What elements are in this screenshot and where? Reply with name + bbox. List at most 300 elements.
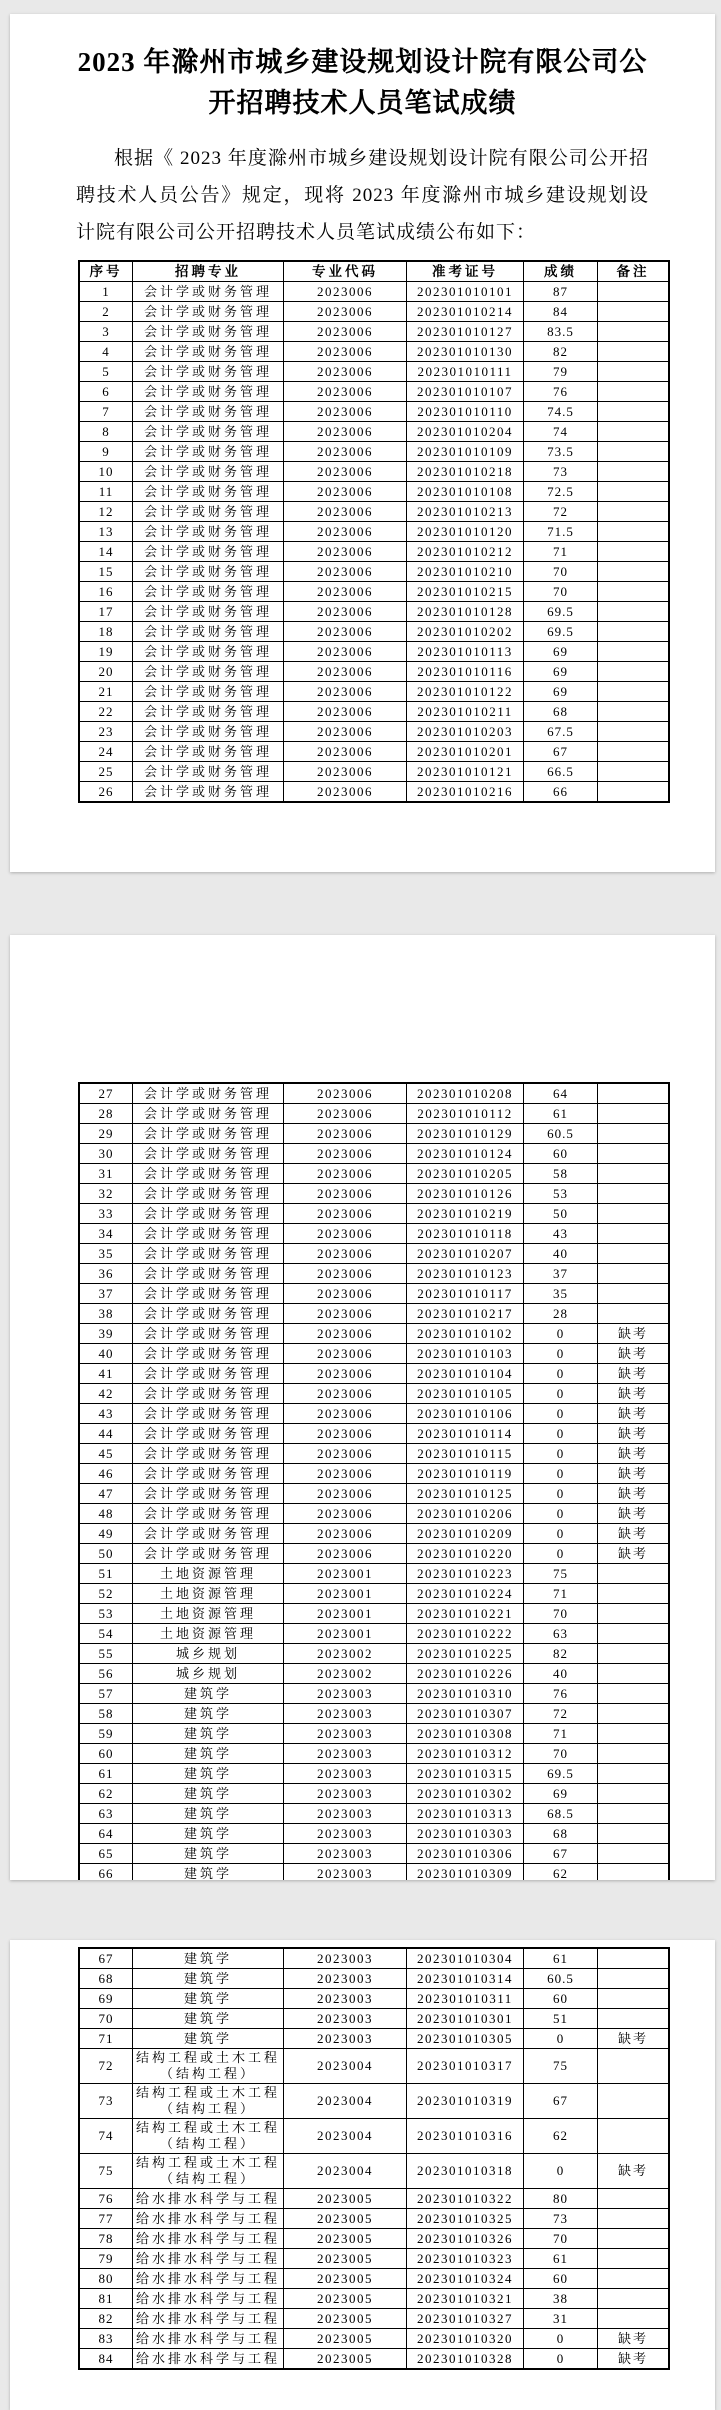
cell-score: 0: [524, 1424, 598, 1444]
cell-score: 0: [524, 1444, 598, 1464]
cell-ticket-number: 202301010211: [407, 702, 524, 722]
table-row: [79, 542, 669, 562]
cell-remark: [598, 462, 670, 482]
cell-recruit-major: 会计学或财务管理: [133, 1264, 284, 1284]
cell-recruit-major: 会计学或财务管理: [133, 642, 284, 662]
table-row: [79, 1969, 669, 1989]
cell-ticket-number: 202301010123: [407, 1264, 524, 1284]
cell-ticket-number: 202301010202: [407, 622, 524, 642]
cell-score: 87: [524, 282, 598, 302]
cell-major-code: 2023006: [284, 1264, 407, 1284]
table-row: [79, 622, 669, 642]
cell-score: 40: [524, 1664, 598, 1684]
cell-serial-number: 76: [79, 2189, 133, 2209]
cell-ticket-number: 202301010225: [407, 1644, 524, 1664]
table-row: [79, 1184, 669, 1204]
cell-remark: [598, 1844, 670, 1864]
cell-score: 60: [524, 2269, 598, 2289]
cell-score: 0: [524, 1524, 598, 1544]
cell-recruit-major: 会计学或财务管理: [133, 742, 284, 762]
cell-score: 73: [524, 2209, 598, 2229]
cell-score: 64: [524, 1083, 598, 1104]
cell-ticket-number: 202301010310: [407, 1684, 524, 1704]
cell-major-code: 2023006: [284, 1524, 407, 1544]
cell-major-code: 2023006: [284, 762, 407, 782]
table-row: [79, 2209, 669, 2229]
column-header: 招聘专业: [133, 261, 284, 282]
cell-remark: [598, 1684, 670, 1704]
cell-ticket-number: 202301010217: [407, 1304, 524, 1324]
cell-ticket-number: 202301010314: [407, 1969, 524, 1989]
cell-remark: [598, 2189, 670, 2209]
cell-score: 60: [524, 1144, 598, 1164]
cell-recruit-major: 会计学或财务管理: [133, 722, 284, 742]
cell-major-code: 2023006: [284, 302, 407, 322]
cell-serial-number: 10: [79, 462, 133, 482]
cell-remark: [598, 1644, 670, 1664]
cell-score: 28: [524, 1304, 598, 1324]
cell-major-code: 2023006: [284, 502, 407, 522]
cell-major-code: 2023003: [284, 1684, 407, 1704]
cell-remark: [598, 1604, 670, 1624]
cell-major-code: 2023006: [284, 1404, 407, 1424]
cell-recruit-major: 土地资源管理: [133, 1564, 284, 1584]
cell-remark: [598, 1144, 670, 1164]
table-row: [79, 1344, 669, 1364]
cell-score: 0: [524, 1504, 598, 1524]
cell-ticket-number: 202301010205: [407, 1164, 524, 1184]
results-table: [78, 260, 670, 803]
cell-recruit-major: 会计学或财务管理: [133, 362, 284, 382]
cell-score: 0: [524, 1384, 598, 1404]
cell-score: 69: [524, 1784, 598, 1804]
cell-recruit-major: 给水排水科学与工程: [133, 2209, 284, 2229]
cell-major-code: 2023006: [284, 1144, 407, 1164]
cell-recruit-major: 城乡规划: [133, 1664, 284, 1684]
table-row: [79, 462, 669, 482]
cell-remark: 缺考: [598, 2329, 670, 2349]
cell-recruit-major: 会计学或财务管理: [133, 1124, 284, 1144]
cell-score: 0: [524, 2029, 598, 2049]
cell-ticket-number: 202301010110: [407, 402, 524, 422]
cell-serial-number: 66: [79, 1864, 133, 1881]
cell-ticket-number: 202301010130: [407, 342, 524, 362]
cell-remark: [598, 1784, 670, 1804]
cell-score: 71: [524, 1584, 598, 1604]
cell-serial-number: 62: [79, 1784, 133, 1804]
cell-recruit-major: 会计学或财务管理: [133, 322, 284, 342]
cell-remark: [598, 1164, 670, 1184]
cell-major-code: 2023006: [284, 722, 407, 742]
cell-ticket-number: 202301010115: [407, 1444, 524, 1464]
cell-remark: [598, 762, 670, 782]
cell-serial-number: 65: [79, 1844, 133, 1864]
document-page-3: [10, 1940, 715, 2410]
cell-major-code: 2023006: [284, 1204, 407, 1224]
cell-remark: [598, 2209, 670, 2229]
cell-serial-number: 37: [79, 1284, 133, 1304]
cell-major-code: 2023003: [284, 1764, 407, 1784]
cell-major-code: 2023005: [284, 2189, 407, 2209]
cell-score: 69.5: [524, 622, 598, 642]
cell-ticket-number: 202301010219: [407, 1204, 524, 1224]
document-page-2: [10, 935, 715, 1880]
cell-recruit-major: 会计学或财务管理: [133, 1304, 284, 1324]
cell-serial-number: 11: [79, 482, 133, 502]
cell-serial-number: 34: [79, 1224, 133, 1244]
cell-ticket-number: 202301010220: [407, 1544, 524, 1564]
cell-ticket-number: 202301010320: [407, 2329, 524, 2349]
cell-major-code: 2023006: [284, 442, 407, 462]
cell-remark: [598, 2084, 670, 2119]
cell-serial-number: 33: [79, 1204, 133, 1224]
cell-recruit-major: 会计学或财务管理: [133, 1324, 284, 1344]
cell-serial-number: 29: [79, 1124, 133, 1144]
cell-ticket-number: 202301010321: [407, 2289, 524, 2309]
cell-score: 60.5: [524, 1969, 598, 1989]
cell-remark: [598, 2249, 670, 2269]
cell-remark: [598, 2229, 670, 2249]
cell-ticket-number: 202301010313: [407, 1804, 524, 1824]
cell-major-code: 2023001: [284, 1604, 407, 1624]
cell-remark: [598, 782, 670, 803]
cell-score: 61: [524, 2249, 598, 2269]
table-row: [79, 582, 669, 602]
cell-remark: [598, 2289, 670, 2309]
cell-serial-number: 8: [79, 422, 133, 442]
cell-recruit-major: 会计学或财务管理: [133, 1224, 284, 1244]
table-row: [79, 742, 669, 762]
cell-ticket-number: 202301010301: [407, 2009, 524, 2029]
cell-remark: [598, 1083, 670, 1104]
cell-ticket-number: 202301010216: [407, 782, 524, 803]
cell-major-code: 2023006: [284, 1184, 407, 1204]
cell-score: 72: [524, 1704, 598, 1724]
column-header: 成绩: [524, 261, 598, 282]
cell-remark: [598, 2049, 670, 2084]
cell-score: 76: [524, 1684, 598, 1704]
cell-serial-number: 51: [79, 1564, 133, 1584]
cell-remark: [598, 1724, 670, 1744]
cell-remark: [598, 1989, 670, 2009]
cell-major-code: 2023002: [284, 1644, 407, 1664]
cell-major-code: 2023004: [284, 2049, 407, 2084]
cell-remark: [598, 1764, 670, 1784]
cell-remark: [598, 282, 670, 302]
cell-remark: 缺考: [598, 1464, 670, 1484]
cell-serial-number: 52: [79, 1584, 133, 1604]
cell-ticket-number: 202301010107: [407, 382, 524, 402]
cell-recruit-major: 给水排水科学与工程: [133, 2269, 284, 2289]
cell-score: 70: [524, 2229, 598, 2249]
cell-ticket-number: 202301010214: [407, 302, 524, 322]
cell-score: 68.5: [524, 1804, 598, 1824]
intro-paragraph: 根据《 2023 年度滁州市城乡建设规划设计院有限公司公开招聘技术人员公告》规定，现将 2023 年度滁州市城乡建设规划设计院有限公司公开招聘技术人员笔试成绩公布如下：: [76, 148, 649, 243]
cell-recruit-major: 结构工程或土木工程（结构工程）: [133, 2154, 284, 2189]
cell-serial-number: 77: [79, 2209, 133, 2229]
cell-remark: [598, 502, 670, 522]
cell-major-code: 2023003: [284, 2009, 407, 2029]
cell-remark: [598, 1564, 670, 1584]
cell-remark: 缺考: [598, 1324, 670, 1344]
table-row: [79, 1704, 669, 1724]
cell-ticket-number: 202301010120: [407, 522, 524, 542]
cell-major-code: 2023003: [284, 1844, 407, 1864]
cell-major-code: 2023006: [284, 522, 407, 542]
cell-recruit-major: 结构工程或土木工程（结构工程）: [133, 2119, 284, 2154]
cell-serial-number: 24: [79, 742, 133, 762]
column-header: 准考证号: [407, 261, 524, 282]
cell-score: 63: [524, 1624, 598, 1644]
table-row: [79, 642, 669, 662]
cell-score: 73: [524, 462, 598, 482]
cell-remark: 缺考: [598, 2154, 670, 2189]
table-row: [79, 322, 669, 342]
cell-remark: [598, 382, 670, 402]
cell-ticket-number: 202301010111: [407, 362, 524, 382]
cell-ticket-number: 202301010209: [407, 1524, 524, 1544]
cell-serial-number: 56: [79, 1664, 133, 1684]
cell-serial-number: 71: [79, 2029, 133, 2049]
cell-score: 80: [524, 2189, 598, 2209]
cell-score: 0: [524, 1324, 598, 1344]
cell-score: 60.5: [524, 1124, 598, 1144]
table-row: [79, 662, 669, 682]
cell-recruit-major: 土地资源管理: [133, 1624, 284, 1644]
cell-major-code: 2023006: [284, 582, 407, 602]
cell-serial-number: 3: [79, 322, 133, 342]
cell-remark: [598, 582, 670, 602]
table-row: [79, 442, 669, 462]
cell-score: 68: [524, 1824, 598, 1844]
cell-score: 60: [524, 1989, 598, 2009]
cell-major-code: 2023001: [284, 1624, 407, 1644]
cell-ticket-number: 202301010318: [407, 2154, 524, 2189]
cell-score: 31: [524, 2309, 598, 2329]
cell-serial-number: 80: [79, 2269, 133, 2289]
cell-ticket-number: 202301010201: [407, 742, 524, 762]
cell-score: 68: [524, 702, 598, 722]
cell-recruit-major: 土地资源管理: [133, 1604, 284, 1624]
cell-recruit-major: 建筑学: [133, 1989, 284, 2009]
cell-remark: [598, 402, 670, 422]
table-row: [79, 2119, 669, 2154]
cell-major-code: 2023006: [284, 642, 407, 662]
cell-major-code: 2023001: [284, 1564, 407, 1584]
cell-serial-number: 45: [79, 1444, 133, 1464]
cell-remark: 缺考: [598, 2029, 670, 2049]
cell-major-code: 2023006: [284, 1244, 407, 1264]
table-row: [79, 1464, 669, 1484]
cell-major-code: 2023006: [284, 1124, 407, 1144]
cell-recruit-major: 会计学或财务管理: [133, 382, 284, 402]
cell-remark: [598, 662, 670, 682]
table-row: [79, 1404, 669, 1424]
cell-serial-number: 23: [79, 722, 133, 742]
cell-recruit-major: 会计学或财务管理: [133, 422, 284, 442]
cell-serial-number: 35: [79, 1244, 133, 1264]
cell-ticket-number: 202301010127: [407, 322, 524, 342]
cell-ticket-number: 202301010212: [407, 542, 524, 562]
table-row: [79, 2009, 669, 2029]
cell-major-code: 2023003: [284, 1824, 407, 1844]
cell-remark: [598, 1264, 670, 1284]
cell-remark: [598, 362, 670, 382]
cell-major-code: 2023006: [284, 1344, 407, 1364]
cell-recruit-major: 会计学或财务管理: [133, 302, 284, 322]
cell-recruit-major: 建筑学: [133, 1844, 284, 1864]
cell-remark: [598, 1304, 670, 1324]
cell-serial-number: 74: [79, 2119, 133, 2154]
cell-remark: [598, 1948, 670, 1969]
cell-remark: [598, 2119, 670, 2154]
cell-recruit-major: 会计学或财务管理: [133, 1384, 284, 1404]
table-row: [79, 1664, 669, 1684]
cell-serial-number: 69: [79, 1989, 133, 2009]
cell-recruit-major: 会计学或财务管理: [133, 1424, 284, 1444]
cell-remark: [598, 682, 670, 702]
cell-recruit-major: 城乡规划: [133, 1644, 284, 1664]
cell-ticket-number: 202301010101: [407, 282, 524, 302]
cell-score: 75: [524, 2049, 598, 2084]
cell-score: 40: [524, 1244, 598, 1264]
cell-major-code: 2023006: [284, 1424, 407, 1444]
table-row: [79, 1624, 669, 1644]
cell-major-code: 2023005: [284, 2349, 407, 2370]
cell-serial-number: 54: [79, 1624, 133, 1644]
table-row: [79, 2229, 669, 2249]
cell-recruit-major: 建筑学: [133, 2029, 284, 2049]
cell-ticket-number: 202301010129: [407, 1124, 524, 1144]
cell-major-code: 2023006: [284, 1544, 407, 1564]
cell-ticket-number: 202301010128: [407, 602, 524, 622]
cell-major-code: 2023004: [284, 2154, 407, 2189]
cell-serial-number: 30: [79, 1144, 133, 1164]
cell-ticket-number: 202301010326: [407, 2229, 524, 2249]
cell-major-code: 2023006: [284, 782, 407, 803]
cell-ticket-number: 202301010213: [407, 502, 524, 522]
cell-score: 61: [524, 1104, 598, 1124]
cell-score: 74.5: [524, 402, 598, 422]
cell-serial-number: 40: [79, 1344, 133, 1364]
cell-serial-number: 55: [79, 1644, 133, 1664]
cell-score: 69: [524, 642, 598, 662]
cell-major-code: 2023004: [284, 2084, 407, 2119]
table-row: [79, 1684, 669, 1704]
cell-remark: [598, 1824, 670, 1844]
cell-recruit-major: 会计学或财务管理: [133, 1144, 284, 1164]
table-row: [79, 2289, 669, 2309]
cell-ticket-number: 202301010319: [407, 2084, 524, 2119]
cell-remark: [598, 1704, 670, 1724]
cell-serial-number: 50: [79, 1544, 133, 1564]
results-table: [78, 1082, 670, 1880]
cell-major-code: 2023006: [284, 1304, 407, 1324]
table-row: [79, 1124, 669, 1144]
cell-remark: [598, 642, 670, 662]
cell-recruit-major: 会计学或财务管理: [133, 1204, 284, 1224]
cell-ticket-number: 202301010308: [407, 1724, 524, 1744]
cell-major-code: 2023006: [284, 702, 407, 722]
cell-major-code: 2023006: [284, 742, 407, 762]
cell-recruit-major: 建筑学: [133, 1969, 284, 1989]
cell-major-code: 2023001: [284, 1584, 407, 1604]
cell-score: 43: [524, 1224, 598, 1244]
cell-recruit-major: 建筑学: [133, 1724, 284, 1744]
cell-remark: [598, 302, 670, 322]
cell-serial-number: 81: [79, 2289, 133, 2309]
cell-recruit-major: 建筑学: [133, 1804, 284, 1824]
cell-recruit-major: 建筑学: [133, 1784, 284, 1804]
cell-serial-number: 64: [79, 1824, 133, 1844]
table-row: [79, 1444, 669, 1464]
cell-serial-number: 41: [79, 1364, 133, 1384]
cell-ticket-number: 202301010117: [407, 1284, 524, 1304]
table-row: [79, 1304, 669, 1324]
cell-major-code: 2023006: [284, 382, 407, 402]
cell-score: 69: [524, 682, 598, 702]
table-row: [79, 1948, 669, 1969]
table-row: [79, 1784, 669, 1804]
cell-recruit-major: 会计学或财务管理: [133, 342, 284, 362]
cell-score: 70: [524, 1744, 598, 1764]
cell-ticket-number: 202301010118: [407, 1224, 524, 1244]
cell-serial-number: 22: [79, 702, 133, 722]
cell-recruit-major: 给水排水科学与工程: [133, 2329, 284, 2349]
cell-serial-number: 48: [79, 1504, 133, 1524]
cell-ticket-number: 202301010221: [407, 1604, 524, 1624]
cell-remark: 缺考: [598, 1404, 670, 1424]
cell-recruit-major: 会计学或财务管理: [133, 1244, 284, 1264]
table-row: [79, 562, 669, 582]
cell-major-code: 2023006: [284, 1324, 407, 1344]
table-row: [79, 342, 669, 362]
cell-serial-number: 78: [79, 2229, 133, 2249]
cell-score: 67: [524, 2084, 598, 2119]
cell-serial-number: 68: [79, 1969, 133, 1989]
cell-score: 71.5: [524, 522, 598, 542]
table-row: [79, 1804, 669, 1824]
cell-major-code: 2023006: [284, 562, 407, 582]
cell-serial-number: 1: [79, 282, 133, 302]
cell-serial-number: 73: [79, 2084, 133, 2119]
cell-serial-number: 20: [79, 662, 133, 682]
cell-major-code: 2023006: [284, 422, 407, 442]
cell-ticket-number: 202301010106: [407, 1404, 524, 1424]
cell-ticket-number: 202301010322: [407, 2189, 524, 2209]
cell-ticket-number: 202301010223: [407, 1564, 524, 1584]
cell-major-code: 2023006: [284, 1284, 407, 1304]
cell-ticket-number: 202301010325: [407, 2209, 524, 2229]
cell-major-code: 2023005: [284, 2309, 407, 2329]
cell-ticket-number: 202301010315: [407, 1764, 524, 1784]
cell-ticket-number: 202301010112: [407, 1104, 524, 1124]
cell-recruit-major: 给水排水科学与工程: [133, 2189, 284, 2209]
cell-remark: 缺考: [598, 1444, 670, 1464]
cell-score: 72: [524, 502, 598, 522]
cell-remark: [598, 1864, 670, 1881]
results-table-container-3: [78, 1947, 647, 2370]
cell-recruit-major: 会计学或财务管理: [133, 1164, 284, 1184]
cell-serial-number: 32: [79, 1184, 133, 1204]
cell-major-code: 2023006: [284, 362, 407, 382]
cell-major-code: 2023005: [284, 2249, 407, 2269]
cell-serial-number: 6: [79, 382, 133, 402]
cell-ticket-number: 202301010204: [407, 422, 524, 442]
cell-serial-number: 17: [79, 602, 133, 622]
cell-ticket-number: 202301010114: [407, 1424, 524, 1444]
table-row: [79, 522, 669, 542]
